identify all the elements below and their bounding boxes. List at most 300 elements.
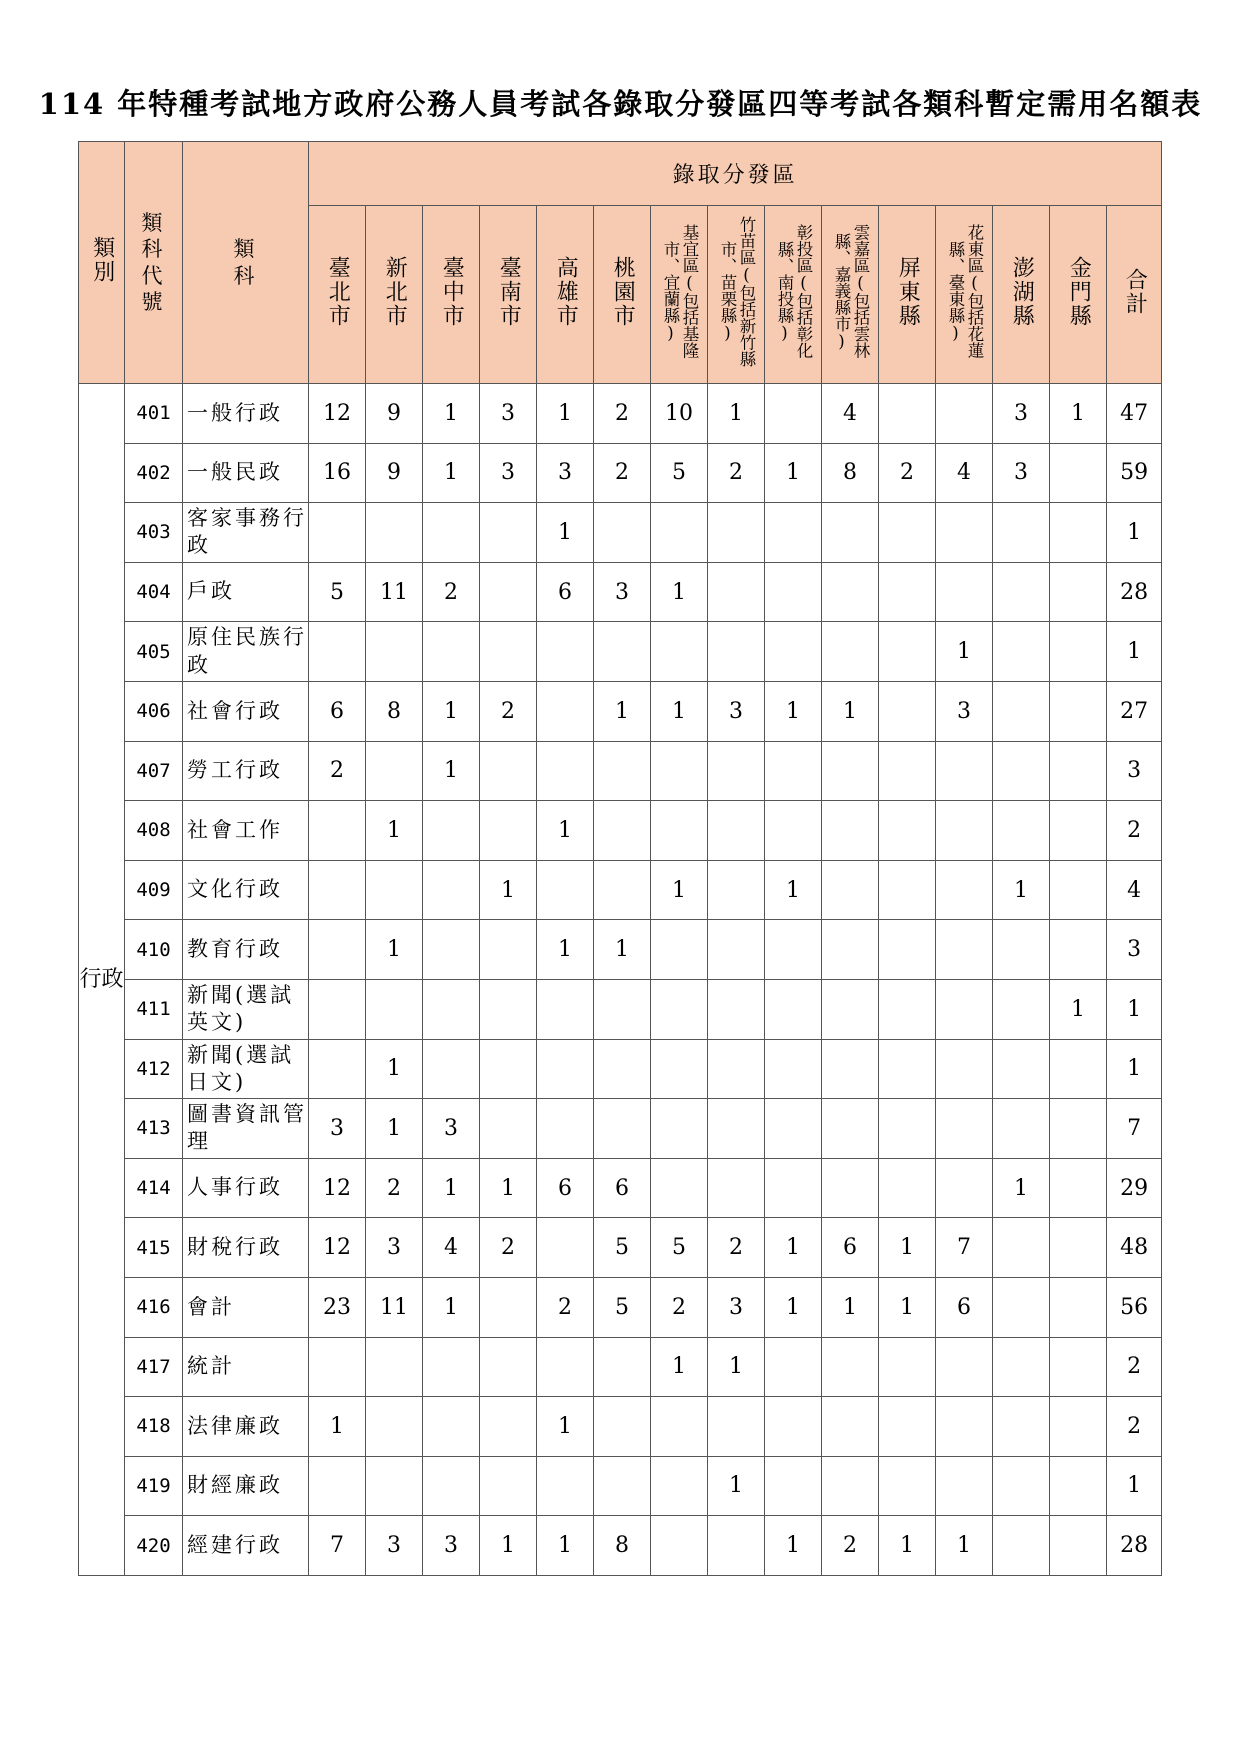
quota-cell: 1	[537, 1397, 594, 1457]
quota-cell	[651, 979, 708, 1039]
total-cell: 4	[1107, 860, 1162, 920]
code-cell: 419	[125, 1456, 183, 1516]
quota-cell: 1	[537, 1516, 594, 1576]
quota-cell	[309, 920, 366, 980]
quota-cell	[936, 920, 993, 980]
subject-cell: 戶政	[183, 562, 309, 622]
quota-cell: 1	[651, 860, 708, 920]
quota-cell	[708, 801, 765, 861]
code-cell: 408	[125, 801, 183, 861]
quota-cell	[708, 741, 765, 801]
quota-cell	[708, 503, 765, 563]
quota-cell	[480, 503, 537, 563]
header-region	[822, 206, 879, 384]
code-cell: 409	[125, 860, 183, 920]
category-cell: 行政	[79, 384, 125, 1576]
quota-cell	[651, 920, 708, 980]
quota-cell	[423, 1039, 480, 1099]
total-cell: 7	[1107, 1099, 1162, 1159]
header-subject	[183, 142, 309, 384]
quota-cell	[1050, 622, 1107, 682]
header-region-label: 屏東縣	[895, 255, 921, 328]
quota-cell: 6	[309, 681, 366, 741]
quota-cell: 23	[309, 1277, 366, 1337]
quota-cell: 3	[309, 1099, 366, 1159]
subject-cell: 文化行政	[183, 860, 309, 920]
code-cell: 420	[125, 1516, 183, 1576]
quota-cell: 1	[708, 1456, 765, 1516]
quota-cell: 1	[879, 1277, 936, 1337]
quota-cell	[366, 1456, 423, 1516]
quota-cell	[879, 681, 936, 741]
quota-cell	[879, 920, 936, 980]
header-region-label: 臺北市	[325, 255, 351, 328]
quota-cell	[993, 979, 1050, 1039]
quota-cell	[1050, 1516, 1107, 1576]
quota-cell: 3	[993, 443, 1050, 503]
quota-cell: 1	[708, 384, 765, 444]
quota-cell	[879, 741, 936, 801]
quota-cell: 1	[423, 384, 480, 444]
quota-cell: 1	[594, 920, 651, 980]
quota-cell	[537, 860, 594, 920]
code-cell: 401	[125, 384, 183, 444]
quota-cell	[765, 801, 822, 861]
quota-cell	[1050, 443, 1107, 503]
quota-cell	[708, 1516, 765, 1576]
header-region	[594, 206, 651, 384]
table-row	[79, 801, 1162, 861]
quota-cell	[822, 562, 879, 622]
code-cell: 418	[125, 1397, 183, 1457]
quota-cell	[594, 741, 651, 801]
header-region	[309, 206, 366, 384]
code-cell: 407	[125, 741, 183, 801]
total-cell: 1	[1107, 622, 1162, 682]
quota-cell	[879, 622, 936, 682]
quota-cell	[537, 681, 594, 741]
quota-cell: 1	[366, 1099, 423, 1159]
quota-cell	[765, 622, 822, 682]
quota-cell	[879, 1337, 936, 1397]
quota-cell: 2	[309, 741, 366, 801]
subject-cell: 勞工行政	[183, 741, 309, 801]
quota-cell: 2	[480, 1218, 537, 1278]
quota-cell: 1	[765, 681, 822, 741]
subject-cell: 原住民族行政	[183, 622, 309, 682]
quota-cell	[1050, 562, 1107, 622]
quota-cell: 1	[537, 503, 594, 563]
quota-cell: 3	[993, 384, 1050, 444]
total-cell: 1	[1107, 1456, 1162, 1516]
quota-cell	[1050, 1218, 1107, 1278]
quota-cell	[366, 503, 423, 563]
total-cell: 59	[1107, 443, 1162, 503]
quota-cell	[993, 741, 1050, 801]
quota-cell: 8	[594, 1516, 651, 1576]
quota-cell	[1050, 1397, 1107, 1457]
code-cell: 412	[125, 1039, 183, 1099]
quota-cell: 1	[480, 1516, 537, 1576]
quota-cell	[537, 1337, 594, 1397]
quota-cell	[1050, 1099, 1107, 1159]
subject-cell: 經建行政	[183, 1516, 309, 1576]
quota-cell	[936, 1099, 993, 1159]
quota-cell	[1050, 1158, 1107, 1218]
quota-cell: 3	[423, 1099, 480, 1159]
page-title: 114 年特種考試地方政府公務人員考試各錄取分發區四等考試各類科暫定需用名額表	[38, 87, 1203, 121]
quota-cell	[879, 503, 936, 563]
quota-cell	[993, 1099, 1050, 1159]
quota-cell	[423, 801, 480, 861]
subject-cell: 會計	[183, 1277, 309, 1337]
quota-cell	[993, 622, 1050, 682]
quota-cell: 12	[309, 384, 366, 444]
quota-cell	[594, 801, 651, 861]
header-region-label: 雲嘉區(包括雲林縣、嘉義縣市)	[832, 224, 870, 359]
quota-cell	[366, 741, 423, 801]
quota-cell	[936, 860, 993, 920]
header-region	[537, 206, 594, 384]
quota-cell: 1	[993, 1158, 1050, 1218]
total-cell: 48	[1107, 1218, 1162, 1278]
quota-cell: 5	[651, 443, 708, 503]
header-region-group: 錄取分發區	[309, 142, 1162, 206]
quota-cell: 3	[480, 384, 537, 444]
quota-cell	[480, 1397, 537, 1457]
quota-cell	[822, 622, 879, 682]
subject-cell: 社會工作	[183, 801, 309, 861]
quota-cell: 1	[879, 1218, 936, 1278]
quota-cell	[822, 1337, 879, 1397]
total-cell: 28	[1107, 562, 1162, 622]
header-region	[993, 206, 1050, 384]
quota-cell	[651, 1516, 708, 1576]
quota-cell	[309, 801, 366, 861]
quota-cell: 1	[537, 801, 594, 861]
quota-cell: 8	[366, 681, 423, 741]
header-region	[423, 206, 480, 384]
quota-cell: 1	[480, 1158, 537, 1218]
quota-cell	[366, 860, 423, 920]
header-region-label: 基宜區(包括基隆市、宜蘭縣)	[661, 224, 699, 359]
quota-cell	[651, 801, 708, 861]
quota-cell	[822, 920, 879, 980]
quota-cell	[651, 741, 708, 801]
quota-cell: 12	[309, 1218, 366, 1278]
quota-cell	[423, 920, 480, 980]
header-region	[765, 206, 822, 384]
quota-cell	[936, 384, 993, 444]
quota-cell	[423, 503, 480, 563]
quota-cell	[651, 1039, 708, 1099]
quota-cell: 3	[366, 1218, 423, 1278]
quota-cell	[936, 801, 993, 861]
header-region-label: 彰投區(包括彰化縣、南投縣)	[775, 224, 813, 359]
quota-cell	[708, 1099, 765, 1159]
quota-cell	[1050, 1456, 1107, 1516]
quota-cell	[708, 1039, 765, 1099]
quota-cell	[309, 979, 366, 1039]
quota-cell: 5	[594, 1218, 651, 1278]
quota-cell: 2	[879, 443, 936, 503]
quota-cell	[936, 562, 993, 622]
quota-cell	[594, 503, 651, 563]
quota-cell	[480, 1277, 537, 1337]
table-row	[79, 979, 1162, 1039]
quota-cell	[651, 1456, 708, 1516]
quota-cell: 2	[594, 443, 651, 503]
table-row	[79, 920, 1162, 980]
total-cell: 2	[1107, 801, 1162, 861]
quota-cell	[423, 622, 480, 682]
quota-cell	[651, 1099, 708, 1159]
quota-cell	[423, 1337, 480, 1397]
header-region-label: 高雄市	[553, 255, 579, 328]
quota-cell	[537, 1039, 594, 1099]
subject-cell: 客家事務行政	[183, 503, 309, 563]
quota-cell: 2	[822, 1516, 879, 1576]
quota-cell: 2	[423, 562, 480, 622]
quota-cell: 2	[708, 1218, 765, 1278]
quota-cell: 3	[366, 1516, 423, 1576]
total-cell: 2	[1107, 1337, 1162, 1397]
quota-cell: 5	[309, 562, 366, 622]
subject-cell: 一般民政	[183, 443, 309, 503]
quota-cell	[1050, 1277, 1107, 1337]
quota-cell	[309, 622, 366, 682]
quota-cell	[594, 622, 651, 682]
quota-cell: 2	[651, 1277, 708, 1337]
quota-cell: 1	[537, 384, 594, 444]
code-cell: 404	[125, 562, 183, 622]
total-cell: 28	[1107, 1516, 1162, 1576]
header-region-label: 花東區(包括花蓮縣、臺東縣)	[946, 224, 984, 359]
quota-cell	[822, 1397, 879, 1457]
header-region-label: 臺中市	[439, 255, 465, 328]
quota-cell	[537, 741, 594, 801]
quota-cell	[993, 801, 1050, 861]
quota-cell	[822, 1456, 879, 1516]
code-cell: 403	[125, 503, 183, 563]
quota-cell	[708, 979, 765, 1039]
quota-cell	[423, 979, 480, 1039]
header-region	[708, 206, 765, 384]
quota-cell	[993, 1456, 1050, 1516]
quota-cell	[309, 503, 366, 563]
quota-cell: 1	[366, 1039, 423, 1099]
quota-cell	[537, 1456, 594, 1516]
quota-cell: 2	[594, 384, 651, 444]
quota-cell	[1050, 503, 1107, 563]
quota-cell	[651, 1397, 708, 1457]
code-cell: 415	[125, 1218, 183, 1278]
quota-cell	[822, 1099, 879, 1159]
quota-cell	[936, 979, 993, 1039]
header-region	[651, 206, 708, 384]
quota-cell: 1	[309, 1397, 366, 1457]
quota-cell	[1050, 801, 1107, 861]
quota-cell: 1	[1050, 979, 1107, 1039]
table-row	[79, 622, 1162, 682]
quota-cell	[309, 1456, 366, 1516]
quota-cell	[594, 1397, 651, 1457]
quota-cell: 1	[423, 1158, 480, 1218]
table-row	[79, 681, 1162, 741]
quota-cell	[708, 1158, 765, 1218]
table-row	[79, 1516, 1162, 1576]
header-region-label: 竹苗區(包括新竹縣市、苗栗縣)	[718, 216, 756, 367]
quota-cell	[708, 562, 765, 622]
subject-cell: 法律廉政	[183, 1397, 309, 1457]
quota-cell: 3	[936, 681, 993, 741]
total-cell: 3	[1107, 741, 1162, 801]
subject-cell: 社會行政	[183, 681, 309, 741]
quota-cell	[936, 1456, 993, 1516]
quota-cell	[879, 801, 936, 861]
quota-cell	[765, 1099, 822, 1159]
quota-cell	[480, 1337, 537, 1397]
quota-cell	[993, 503, 1050, 563]
code-cell: 406	[125, 681, 183, 741]
code-cell: 413	[125, 1099, 183, 1159]
quota-cell	[936, 1158, 993, 1218]
quota-cell	[309, 1039, 366, 1099]
total-cell: 47	[1107, 384, 1162, 444]
quota-cell: 3	[480, 443, 537, 503]
header-region	[1050, 206, 1107, 384]
quota-cell	[993, 1397, 1050, 1457]
subject-cell: 一般行政	[183, 384, 309, 444]
quota-cell	[765, 1158, 822, 1218]
total-cell: 1	[1107, 979, 1162, 1039]
quota-table	[78, 141, 1162, 1576]
quota-cell	[537, 622, 594, 682]
quota-cell	[879, 384, 936, 444]
header-region-label: 金門縣	[1066, 255, 1092, 328]
quota-cell: 1	[822, 1277, 879, 1337]
quota-cell	[309, 1337, 366, 1397]
subject-cell: 新聞(選試日文)	[183, 1039, 309, 1099]
quota-cell: 7	[936, 1218, 993, 1278]
code-cell: 416	[125, 1277, 183, 1337]
quota-cell: 1	[765, 1516, 822, 1576]
quota-cell	[480, 741, 537, 801]
quota-cell	[708, 920, 765, 980]
quota-cell: 1	[423, 443, 480, 503]
quota-cell	[993, 1337, 1050, 1397]
quota-cell	[879, 1099, 936, 1159]
quota-cell	[594, 1337, 651, 1397]
quota-cell: 1	[366, 920, 423, 980]
quota-cell: 1	[1050, 384, 1107, 444]
quota-cell: 1	[651, 1337, 708, 1397]
quota-cell	[480, 622, 537, 682]
quota-cell: 4	[936, 443, 993, 503]
header-region-label: 桃園市	[610, 255, 636, 328]
subject-cell: 財稅行政	[183, 1218, 309, 1278]
subject-cell: 新聞(選試英文)	[183, 979, 309, 1039]
quota-cell	[480, 801, 537, 861]
header-subject-label: 類 科	[233, 237, 258, 288]
table-row	[79, 384, 1162, 444]
quota-cell	[822, 860, 879, 920]
quota-cell	[993, 920, 1050, 980]
quota-cell	[423, 1456, 480, 1516]
quota-cell: 2	[537, 1277, 594, 1337]
quota-cell: 11	[366, 562, 423, 622]
quota-cell: 9	[366, 443, 423, 503]
table-row	[79, 1039, 1162, 1099]
header-code	[125, 142, 183, 384]
quota-cell	[765, 741, 822, 801]
quota-cell: 1	[936, 1516, 993, 1576]
quota-cell	[822, 503, 879, 563]
quota-cell: 6	[936, 1277, 993, 1337]
subject-cell: 財經廉政	[183, 1456, 309, 1516]
quota-cell	[480, 920, 537, 980]
header-region-label: 澎湖縣	[1009, 255, 1035, 328]
quota-cell: 1	[765, 443, 822, 503]
quota-cell	[765, 384, 822, 444]
quota-cell	[537, 1218, 594, 1278]
quota-cell	[936, 1039, 993, 1099]
quota-cell	[936, 1397, 993, 1457]
quota-cell	[594, 860, 651, 920]
quota-cell: 1	[765, 1277, 822, 1337]
quota-cell	[594, 979, 651, 1039]
quota-cell: 4	[423, 1218, 480, 1278]
quota-cell: 6	[594, 1158, 651, 1218]
quota-cell	[366, 1397, 423, 1457]
quota-cell	[366, 1337, 423, 1397]
quota-cell	[993, 1039, 1050, 1099]
quota-cell	[1050, 681, 1107, 741]
code-cell: 410	[125, 920, 183, 980]
quota-cell	[879, 979, 936, 1039]
header-region	[366, 206, 423, 384]
quota-cell	[480, 562, 537, 622]
quota-cell	[936, 1337, 993, 1397]
quota-cell	[822, 801, 879, 861]
quota-cell	[423, 1397, 480, 1457]
quota-cell	[651, 1158, 708, 1218]
quota-cell	[708, 1397, 765, 1457]
subject-cell: 教育行政	[183, 920, 309, 980]
table-row	[79, 503, 1162, 563]
quota-cell	[765, 979, 822, 1039]
quota-cell	[423, 860, 480, 920]
quota-cell	[1050, 1337, 1107, 1397]
quota-cell	[822, 979, 879, 1039]
quota-cell	[822, 741, 879, 801]
quota-cell	[879, 1456, 936, 1516]
quota-cell: 6	[822, 1218, 879, 1278]
quota-cell	[993, 1277, 1050, 1337]
quota-cell: 1	[480, 860, 537, 920]
quota-cell	[651, 622, 708, 682]
quota-cell: 11	[366, 1277, 423, 1337]
quota-cell: 9	[366, 384, 423, 444]
quota-cell: 1	[366, 801, 423, 861]
quota-cell	[537, 1099, 594, 1159]
quota-cell: 3	[537, 443, 594, 503]
subject-cell: 人事行政	[183, 1158, 309, 1218]
table-row	[79, 1397, 1162, 1457]
quota-cell	[309, 860, 366, 920]
subject-cell: 統計	[183, 1337, 309, 1397]
quota-cell: 2	[708, 443, 765, 503]
